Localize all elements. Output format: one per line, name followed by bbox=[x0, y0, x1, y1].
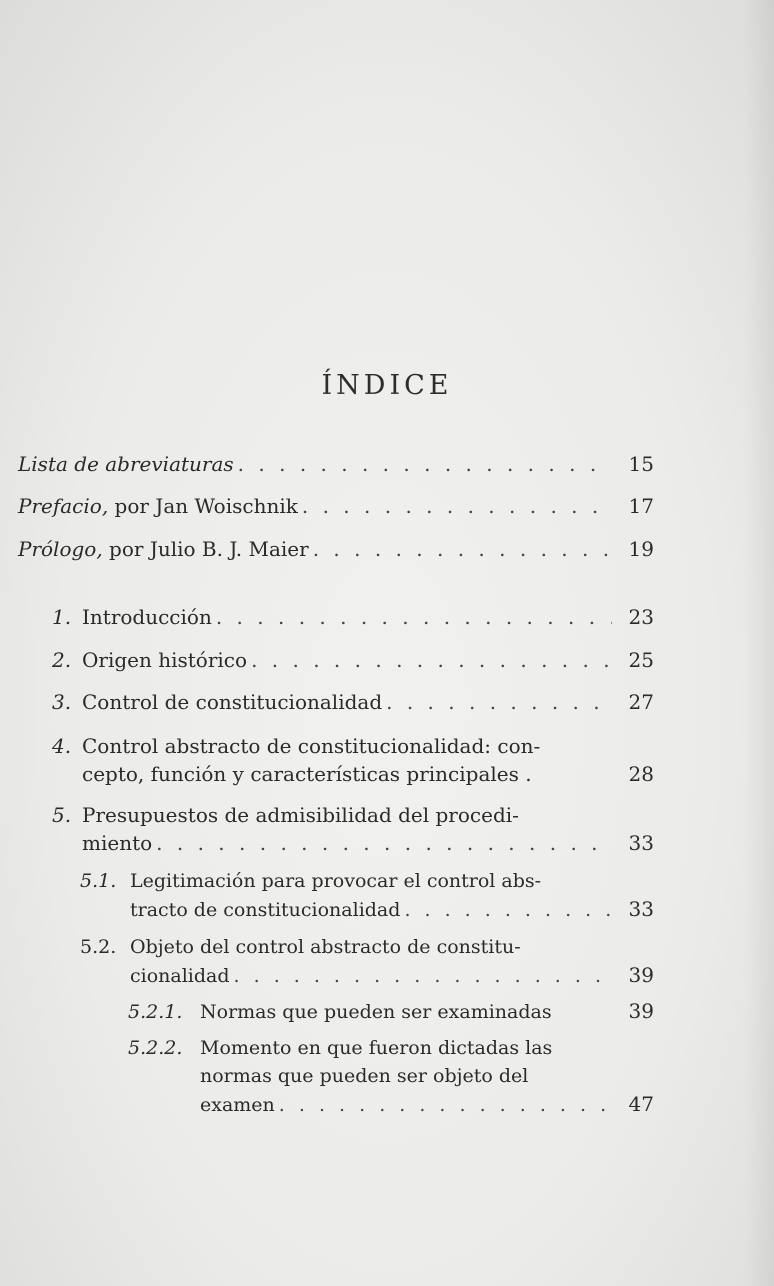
toc-entry-chapter-3 bbox=[52, 688, 654, 716]
chapter-number: 1. bbox=[52, 605, 72, 629]
dot-leader bbox=[279, 1091, 612, 1119]
toc-entry-prefacio bbox=[18, 492, 654, 520]
toc-entry-chapter-5 bbox=[52, 801, 654, 857]
section-title-line-1: Legitimación para provocar el control abs- bbox=[130, 870, 542, 892]
chapter-title: Control de constitucionalidad bbox=[82, 690, 383, 714]
toc-entry-section-5-1 bbox=[80, 867, 654, 924]
page-number: 39 bbox=[628, 999, 654, 1023]
entry-label: por Julio B. J. Maier bbox=[102, 537, 309, 561]
toc-entry-chapter-1 bbox=[52, 603, 654, 631]
page-number: 15 bbox=[628, 452, 654, 476]
chapter-title: Origen histórico bbox=[82, 648, 248, 672]
toc-entry-subsection-5-2-2 bbox=[128, 1034, 654, 1119]
section-title-line-2: tracto de constitucionalidad bbox=[130, 899, 401, 921]
dot-leader bbox=[216, 603, 612, 631]
dot-leader bbox=[313, 535, 612, 563]
page-edge-shadow bbox=[744, 0, 774, 1286]
chapter-number: 4. bbox=[52, 734, 72, 758]
dot-leader bbox=[404, 896, 612, 924]
entry-italic-label: Prefacio, bbox=[18, 494, 109, 518]
chapter-number: 2. bbox=[52, 648, 72, 672]
chapter-title-line-1: Control abstracto de constitucionalidad: con- bbox=[82, 734, 541, 758]
toc-entry-chapter-4 bbox=[52, 732, 654, 788]
page-number: 27 bbox=[628, 690, 654, 714]
chapter-title: Introducción bbox=[82, 605, 212, 629]
chapter-number: 3. bbox=[52, 690, 72, 714]
page-number: 47 bbox=[628, 1092, 654, 1116]
section-title-line-2: cionalidad bbox=[130, 965, 230, 987]
entry-label: por Jan Woischnik bbox=[108, 494, 298, 518]
chapter-title-line-1: Presupuestos de admisibilidad del procedi- bbox=[82, 803, 519, 827]
dot-leader bbox=[156, 829, 612, 857]
subsection-title-line-3: examen bbox=[200, 1094, 275, 1116]
section-number: 5.2. bbox=[80, 936, 117, 958]
toc-entry-section-5-2 bbox=[80, 933, 654, 990]
chapter-title-line-2: miento bbox=[82, 831, 153, 855]
dot-leader bbox=[234, 962, 612, 990]
page-number: 17 bbox=[628, 494, 654, 518]
chapter-title-line-2: cepto, función y características principales . bbox=[82, 762, 532, 786]
dot-leader bbox=[238, 450, 612, 478]
subsection-title: Normas que pueden ser examinadas bbox=[200, 1001, 552, 1023]
section-title-line-1: Objeto del control abstracto de constitu- bbox=[130, 936, 521, 958]
page-title: ÍNDICE bbox=[321, 370, 453, 401]
dot-leader bbox=[302, 492, 612, 520]
toc-entry-chapter-2 bbox=[52, 646, 654, 674]
entry-italic-label: Prólogo, bbox=[18, 537, 103, 561]
dot-leader bbox=[386, 688, 612, 716]
subsection-number: 5.2.1. bbox=[128, 1001, 183, 1023]
page-number: 33 bbox=[628, 897, 654, 921]
toc-entry-subsection-5-2-1 bbox=[128, 997, 654, 1026]
dot-leader bbox=[251, 646, 612, 674]
toc-entry-prologo bbox=[18, 535, 654, 563]
subsection-number: 5.2.2. bbox=[128, 1037, 183, 1059]
chapter-number: 5. bbox=[52, 803, 72, 827]
page-number: 25 bbox=[628, 648, 654, 672]
toc-entry-abreviaturas bbox=[18, 450, 654, 478]
page-number: 33 bbox=[628, 831, 654, 855]
page-number: 28 bbox=[628, 762, 654, 786]
subsection-title-line-1: Momento en que fueron dictadas las bbox=[200, 1037, 553, 1059]
page-number: 23 bbox=[628, 605, 654, 629]
page-number: 19 bbox=[628, 537, 654, 561]
page-number: 39 bbox=[628, 963, 654, 987]
subsection-title-line-2: normas que pueden ser objeto del bbox=[200, 1065, 529, 1087]
entry-italic-label: Lista de abreviaturas bbox=[18, 452, 234, 476]
section-number: 5.1. bbox=[80, 870, 117, 892]
